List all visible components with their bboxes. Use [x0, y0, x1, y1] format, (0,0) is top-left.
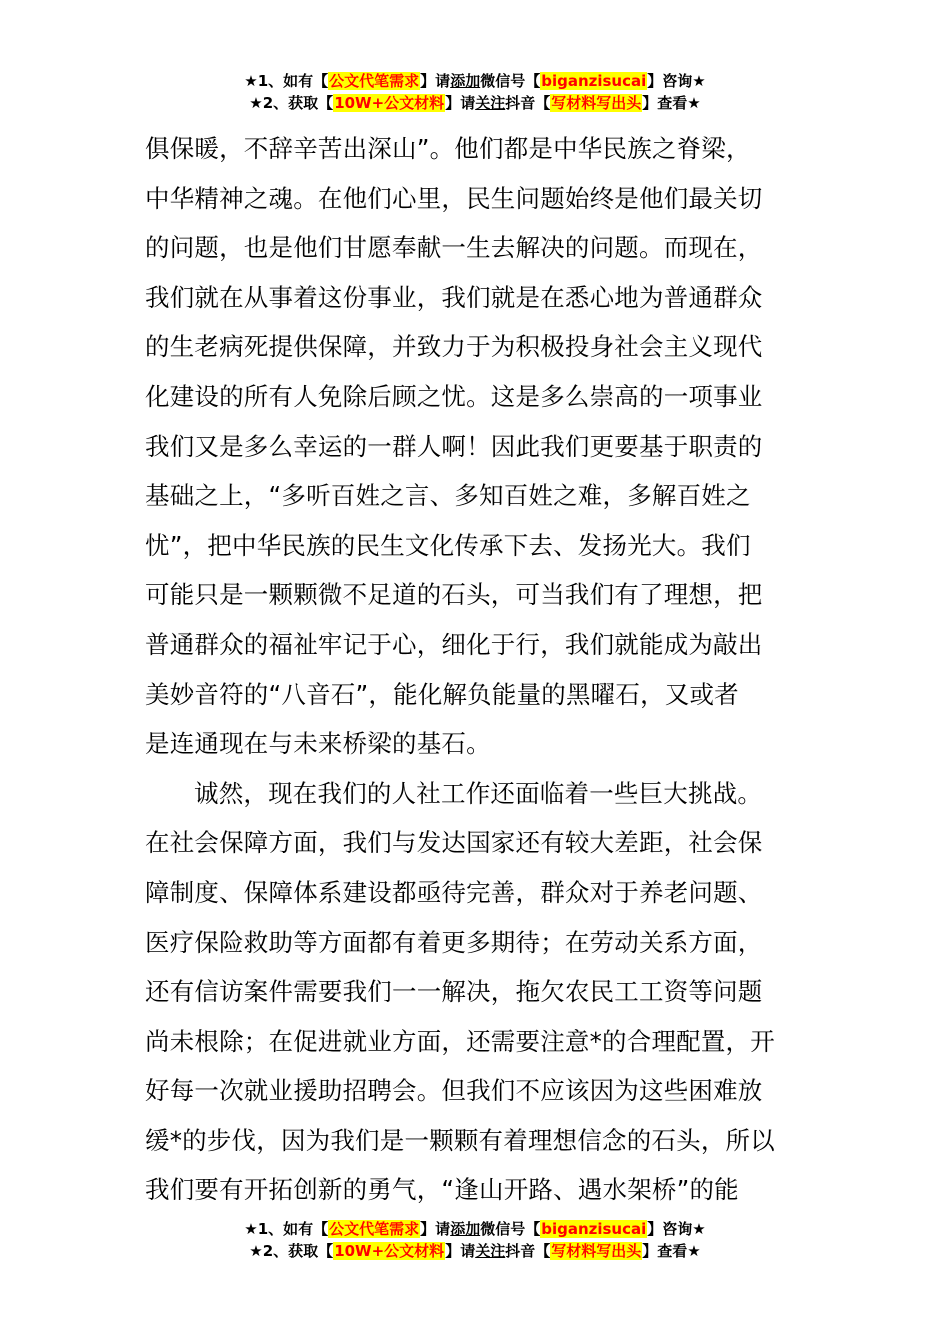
body-line: 俱保暖，不辞辛苦出深山”。他们都是中华民族之脊梁， — [145, 134, 751, 163]
body-line: 我们又是多么幸运的一群人啊！因此我们更要基于职责的 — [145, 431, 763, 461]
promo-highlight: 公文代笔需求 — [329, 1220, 420, 1238]
body-line: 基础之上，“多听百姓之言、多知百姓之难，多解百姓之 — [145, 481, 751, 511]
body-line: 化建设的所有人免除后顾之忧。这是多么崇高的一项事业 — [145, 381, 763, 411]
body-line: 还有信访案件需要我们一一解决，拖欠农民工工资等问题 — [145, 977, 763, 1007]
paragraph-start-line: 诚然，现在我们的人社工作还面临着一些巨大挑战。 — [194, 778, 763, 808]
header-promo-banner — [0, 70, 950, 114]
body-line: 好每一次就业援助招聘会。但我们不应该因为这些困难放 — [145, 1076, 763, 1106]
promo-line-1: ★1、如有【公文代笔需求】请添加微信号【biganzisucai】咨询★ — [244, 72, 706, 90]
body-line: 医疗保险救助等方面都有着更多期待；在劳动关系方面， — [145, 927, 763, 957]
body-line: 普通群众的福祉牢记于心，细化于行，我们就能成为敲出 — [145, 629, 763, 659]
douyin-account: 写材料写出头 — [551, 1242, 642, 1260]
body-line: 缓*的步伐，因为我们是一颗颗有着理想信念的石头，所以 — [145, 1125, 775, 1155]
body-line: 美妙音符的“八音石”，能化解负能量的黑曜石，又或者 — [145, 679, 739, 709]
promo-line-2: ★2、获取【10W+公文材料】请关注抖音【写材料写出头】查看★ — [249, 94, 701, 112]
promo-highlight: 公文代笔需求 — [329, 72, 420, 90]
body-line: 在社会保障方面，我们与发达国家还有较大差距，社会保 — [145, 828, 763, 858]
body-line: 我们要有开拓创新的勇气，“逢山开路、遇水架桥”的能 — [145, 1175, 739, 1205]
wechat-id: biganzisucai — [541, 72, 647, 90]
body-line: 的生老病死提供保障，并致力于为积极投身社会主义现代 — [145, 332, 763, 362]
document-body — [145, 124, 810, 1215]
body-line: 忧”，把中华民族的民生文化传承下去、发扬光大。我们 — [145, 530, 751, 560]
body-line: 的问题，也是他们甘愿奉献一生去解决的问题。而现在， — [145, 233, 763, 263]
promo-highlight: 10W+公文材料 — [334, 94, 445, 112]
footer-promo-banner — [0, 1218, 950, 1262]
body-line: 是连通现在与未来桥梁的基石。 — [145, 729, 491, 759]
promo-highlight: 10W+公文材料 — [334, 1242, 445, 1260]
douyin-account: 写材料写出头 — [551, 94, 642, 112]
wechat-id: biganzisucai — [541, 1220, 647, 1238]
body-line: 我们就在从事着这份事业，我们就是在悉心地为普通群众 — [145, 282, 763, 312]
body-line: 可能只是一颗颗微不足道的石头，可当我们有了理想，把 — [145, 580, 763, 610]
body-line: 中华精神之魂。在他们心里，民生问题始终是他们最关切 — [145, 183, 763, 213]
promo-line-1: ★1、如有【公文代笔需求】请添加微信号【biganzisucai】咨询★ — [244, 1220, 706, 1238]
body-line: 障制度、保障体系建设都亟待完善，群众对于养老问题、 — [145, 877, 763, 907]
promo-line-2: ★2、获取【10W+公文材料】请关注抖音【写材料写出头】查看★ — [249, 1242, 701, 1260]
body-line: 尚未根除；在促进就业方面，还需要注意*的合理配置，开 — [145, 1026, 775, 1056]
